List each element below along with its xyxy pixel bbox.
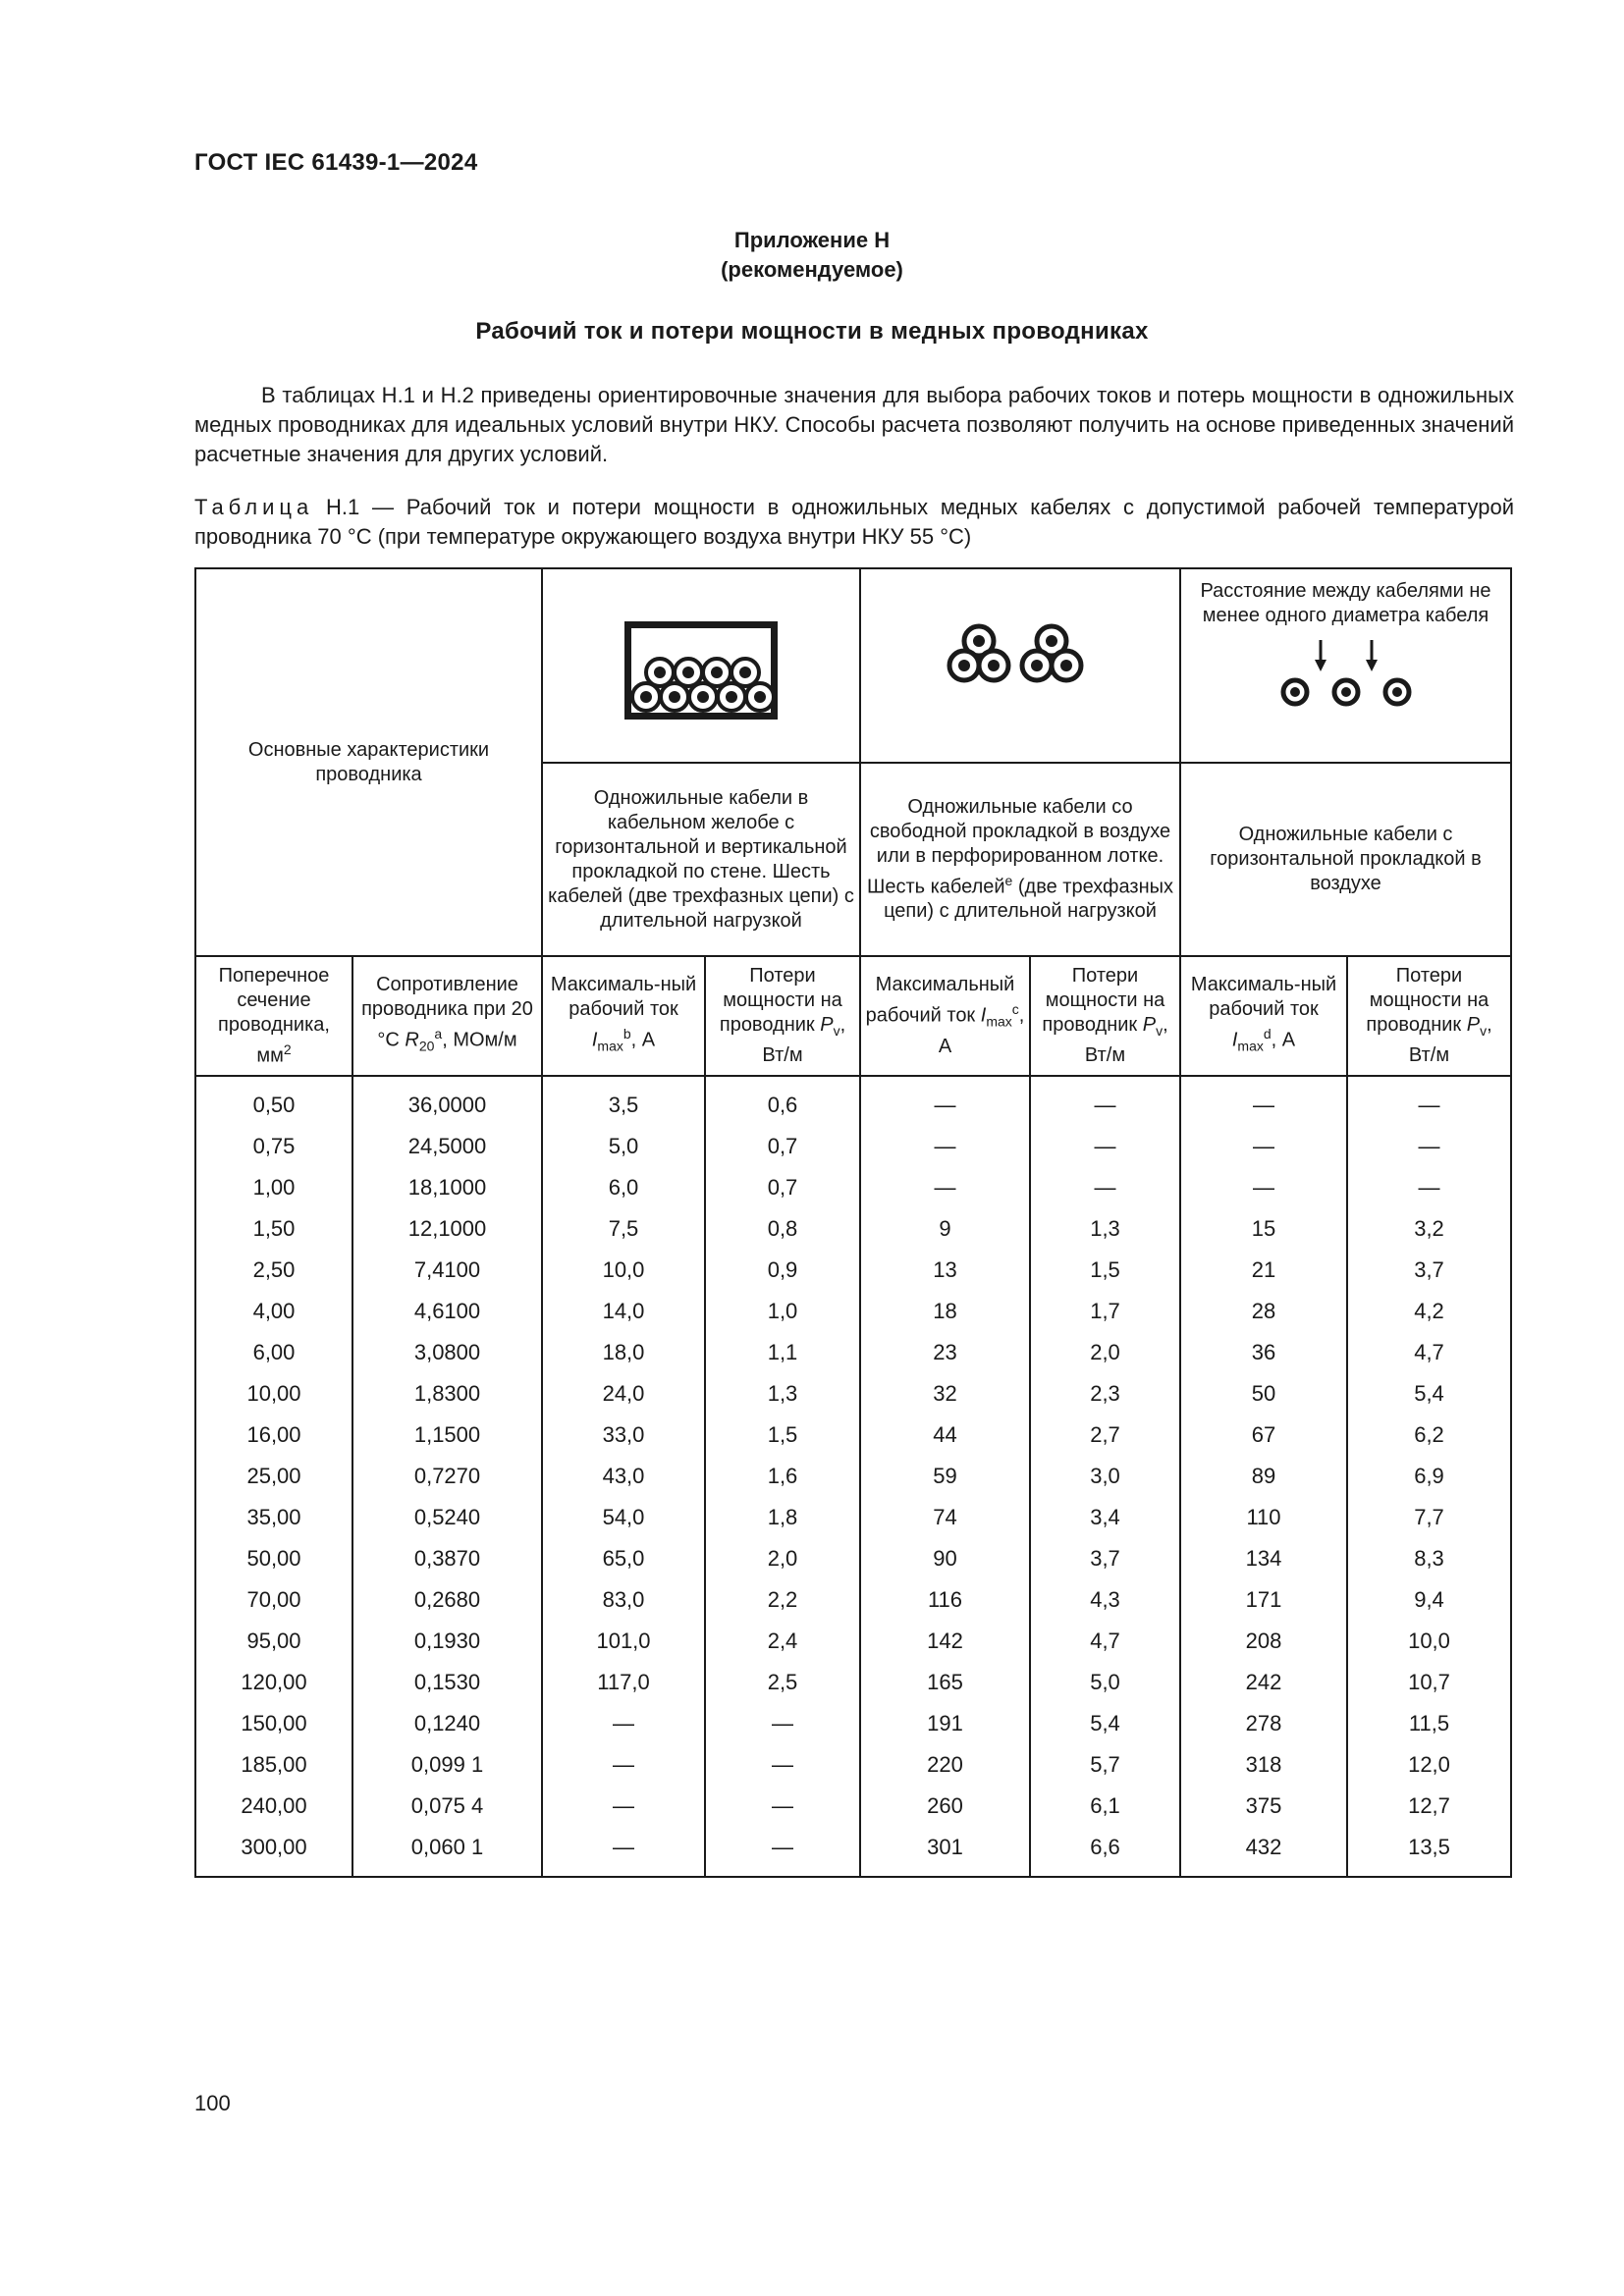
cell: —: [1180, 1126, 1347, 1167]
cell: 54,0: [542, 1497, 705, 1538]
footnote-e: e: [1004, 872, 1013, 888]
cell: 90: [860, 1538, 1030, 1579]
cell: 5,4: [1030, 1703, 1180, 1744]
cell: 7,4100: [352, 1250, 542, 1291]
cell: 171: [1180, 1579, 1347, 1621]
cell: 116: [860, 1579, 1030, 1621]
table-row: [195, 1291, 1511, 1332]
cell: 278: [1180, 1703, 1347, 1744]
hdr-imaxc-t1: Максимальный рабочий ток: [865, 974, 1015, 1027]
cell: 6,9: [1347, 1456, 1511, 1497]
cell: 2,2: [705, 1579, 860, 1621]
table-row: [195, 1415, 1511, 1456]
cell: 44: [860, 1415, 1030, 1456]
hdr-imaxb-t2: , А: [630, 1029, 656, 1051]
table-row: [195, 1827, 1511, 1877]
cell: 28: [1180, 1291, 1347, 1332]
cell: —: [542, 1827, 705, 1877]
hdr-res-sym: R: [405, 1029, 419, 1051]
table-row: [195, 1167, 1511, 1208]
cell: 10,0: [1347, 1621, 1511, 1662]
cell: 0,75: [195, 1126, 352, 1167]
cell: —: [705, 1827, 860, 1877]
hdr-imaxb-sym: I: [591, 1029, 598, 1051]
cell: 1,5: [705, 1415, 860, 1456]
table-caption-prefix: Таблица: [194, 495, 314, 519]
cell: 50: [1180, 1373, 1347, 1415]
section-title: Рабочий ток и потери мощности в медных проводниках: [475, 318, 1149, 345]
cell: 24,0: [542, 1373, 705, 1415]
cell: 6,6: [1030, 1827, 1180, 1877]
hdr-imaxb-sup: b: [623, 1026, 631, 1042]
spaced-cables-cell: [1180, 568, 1511, 763]
hdr-res-sub: 20: [418, 1038, 435, 1054]
cell: 0,1930: [352, 1621, 542, 1662]
cell: 10,00: [195, 1373, 352, 1415]
hdr-cross-text: Поперечное сечение проводника, мм: [218, 964, 330, 1067]
cell: —: [705, 1703, 860, 1744]
cell: 6,1: [1030, 1786, 1180, 1827]
cell: 74: [860, 1497, 1030, 1538]
table-row: [195, 1373, 1511, 1415]
cell: 300,00: [195, 1827, 352, 1877]
cell: —: [1030, 1167, 1180, 1208]
cell: 5,4: [1347, 1373, 1511, 1415]
cell: 0,2680: [352, 1579, 542, 1621]
cell: 318: [1180, 1744, 1347, 1786]
cell: 12,0: [1347, 1744, 1511, 1786]
hdr-imaxc-t2: , А: [938, 1004, 1025, 1057]
cell: —: [705, 1744, 860, 1786]
cell: 11,5: [1347, 1703, 1511, 1744]
cell: 3,7: [1030, 1538, 1180, 1579]
intro-paragraph: В таблицах Н.1 и Н.2 приведены ориентировочные значения для выбора рабочих токов и потерь мощности в одножильных медных проводниках для идеальных условий внутри НКУ. Способы расчета позволяют получить на основе приведенных значений расчетные значения для других условий.: [194, 383, 1514, 466]
free-air-text-2: (две трехфазных цепи) с длительной нагрузкой: [884, 876, 1173, 923]
cell: 18,0: [542, 1332, 705, 1373]
table-row: [195, 1332, 1511, 1373]
cell: 21: [1180, 1250, 1347, 1291]
cell: 0,3870: [352, 1538, 542, 1579]
hdr-pv1-sym: P: [820, 1014, 834, 1036]
cell: 3,7: [1347, 1250, 1511, 1291]
table-body: [195, 1076, 1511, 1877]
cell: 10,0: [542, 1250, 705, 1291]
current-loss-table: [194, 567, 1512, 1878]
cell: 25,00: [195, 1456, 352, 1497]
cell: 142: [860, 1621, 1030, 1662]
cable-spacing-note: Расстояние между кабелями не менее одного диаметра кабеля: [1200, 580, 1491, 626]
annex-label: Приложение Н: [733, 228, 891, 252]
cell: 2,3: [1030, 1373, 1180, 1415]
spaced-cables-icon: [1248, 628, 1444, 717]
cell: 2,7: [1030, 1415, 1180, 1456]
hdr-pv1-t1: Потери мощности на проводник: [719, 965, 842, 1036]
cell: 301: [860, 1827, 1030, 1877]
cell: 0,1240: [352, 1703, 542, 1744]
cell: 3,4: [1030, 1497, 1180, 1538]
hdr-pv3-sub: v: [1480, 1023, 1488, 1039]
cell: 4,2: [1347, 1291, 1511, 1332]
cell: 24,5000: [352, 1126, 542, 1167]
cell: 117,0: [542, 1662, 705, 1703]
cell: —: [1180, 1167, 1347, 1208]
table-row: [195, 1786, 1511, 1827]
table-row: [195, 1456, 1511, 1497]
hdr-pv3-sym: P: [1466, 1014, 1481, 1036]
table-row: [195, 1662, 1511, 1703]
cell: 67: [1180, 1415, 1347, 1456]
cell: 10,7: [1347, 1662, 1511, 1703]
table-row: [195, 1076, 1511, 1126]
cell: —: [1347, 1076, 1511, 1126]
header-imax-c: [860, 956, 1030, 1076]
header-imax-d: [1180, 956, 1347, 1076]
hdr-imaxc-sym: I: [980, 1004, 987, 1027]
cell: 1,50: [195, 1208, 352, 1250]
cell: 4,7: [1030, 1621, 1180, 1662]
cell: 5,7: [1030, 1744, 1180, 1786]
cell: 1,6: [705, 1456, 860, 1497]
cell: —: [705, 1786, 860, 1827]
cell: 2,0: [705, 1538, 860, 1579]
cell: 1,8: [705, 1497, 860, 1538]
cell: 0,7: [705, 1126, 860, 1167]
document-code: ГОСТ IEC 61439-1—2024: [194, 149, 478, 176]
cell: 1,5: [1030, 1250, 1180, 1291]
cell: 35,00: [195, 1497, 352, 1538]
cell: 0,5240: [352, 1497, 542, 1538]
hdr-imaxd-t1: Максималь-ный рабочий ток: [1190, 974, 1337, 1021]
cell: 0,1530: [352, 1662, 542, 1703]
cell: —: [542, 1786, 705, 1827]
cell: 36: [1180, 1332, 1347, 1373]
cell: 260: [860, 1786, 1030, 1827]
cell: 0,50: [195, 1076, 352, 1126]
free-air-text: Одножильные кабели со свободной прокладкой в воздухе или в перфорированном лотке. Шесть кабелей: [866, 795, 1171, 898]
cell: 14,0: [542, 1291, 705, 1332]
hdr-pv3-t2: , Вт/м: [1408, 1014, 1492, 1066]
cell: —: [1347, 1167, 1511, 1208]
cell: 1,3: [705, 1373, 860, 1415]
cell: 1,0: [705, 1291, 860, 1332]
hdr-cross-sup: 2: [283, 1041, 292, 1057]
cell: 1,8300: [352, 1373, 542, 1415]
cell: 13,5: [1347, 1827, 1511, 1877]
page-number: 100: [194, 2091, 231, 2115]
cell: 33,0: [542, 1415, 705, 1456]
cell: 0,9: [705, 1250, 860, 1291]
cell: 18: [860, 1291, 1030, 1332]
cell: 2,0: [1030, 1332, 1180, 1373]
hdr-pv1-sub: v: [833, 1023, 840, 1039]
cell: 8,3: [1347, 1538, 1511, 1579]
cell: 65,0: [542, 1538, 705, 1579]
hdr-pv1-t2: , Вт/м: [762, 1014, 846, 1066]
cell: 191: [860, 1703, 1030, 1744]
cell: —: [1180, 1076, 1347, 1126]
cell: 83,0: [542, 1579, 705, 1621]
cell: 6,0: [542, 1167, 705, 1208]
hdr-res-t2: , МОм/м: [442, 1029, 517, 1051]
cell: 0,8: [705, 1208, 860, 1250]
header-pv-1: [705, 956, 860, 1076]
cell: —: [542, 1703, 705, 1744]
cell: 220: [860, 1744, 1030, 1786]
cell: 12,7: [1347, 1786, 1511, 1827]
table-row: [195, 1250, 1511, 1291]
cell: 2,5: [705, 1662, 860, 1703]
hdr-imaxb-t1: Максималь-ный рабочий ток: [550, 974, 697, 1021]
cell: 0,075 4: [352, 1786, 542, 1827]
tray-method-description: Одножильные кабели в кабельном желобе с горизонтальной и вертикальной прокладкой по стене. Шесть кабелей (две трехфазных цепи) с длительной нагрузкой: [542, 763, 860, 956]
header-cross-section: [195, 956, 352, 1076]
cell: 0,060 1: [352, 1827, 542, 1877]
table-row: [195, 1538, 1511, 1579]
cell: 3,5: [542, 1076, 705, 1126]
cell: 2,4: [705, 1621, 860, 1662]
cell: 13: [860, 1250, 1030, 1291]
hdr-imaxc-sub: max: [986, 1013, 1012, 1030]
cell: 240,00: [195, 1786, 352, 1827]
hdr-res-t1: Сопротивление проводника при 20 °С: [361, 974, 533, 1051]
cell: 18,1000: [352, 1167, 542, 1208]
cell: 2,50: [195, 1250, 352, 1291]
cell: 9,4: [1347, 1579, 1511, 1621]
header-resistance: [352, 956, 542, 1076]
hdr-imaxc-sup: c: [1011, 1001, 1019, 1018]
cell: —: [1030, 1126, 1180, 1167]
trefoil-cables-cell: [860, 568, 1180, 763]
cell: 150,00: [195, 1703, 352, 1744]
cell: 5,0: [1030, 1662, 1180, 1703]
cell: 3,0800: [352, 1332, 542, 1373]
table-caption: [194, 493, 1514, 552]
table-caption-text: Н.1 — Рабочий ток и потери мощности в одножильных медных кабелях с допустимой рабочей температурой проводника 70 °С (при температуре окружающего воздуха внутри НКУ 55 °С): [194, 495, 1514, 549]
cell: —: [860, 1076, 1030, 1126]
cell: 4,3: [1030, 1579, 1180, 1621]
cell: 43,0: [542, 1456, 705, 1497]
cell: 7,5: [542, 1208, 705, 1250]
table-row: [195, 1579, 1511, 1621]
cell: 36,0000: [352, 1076, 542, 1126]
cell: 1,3: [1030, 1208, 1180, 1250]
cell: —: [542, 1744, 705, 1786]
cell: —: [1347, 1126, 1511, 1167]
cell: 23: [860, 1332, 1030, 1373]
cell: 5,0: [542, 1126, 705, 1167]
cell: 0,7270: [352, 1456, 542, 1497]
trefoil-cables-icon: [922, 594, 1118, 731]
header-pv-3: [1347, 956, 1511, 1076]
hdr-imaxd-sub: max: [1237, 1038, 1264, 1054]
cell: 4,6100: [352, 1291, 542, 1332]
cell: 15: [1180, 1208, 1347, 1250]
hdr-imaxd-sup: d: [1263, 1026, 1272, 1042]
cell: 3,2: [1347, 1208, 1511, 1250]
cell: —: [1030, 1076, 1180, 1126]
main-characteristics-header: Основные характеристики проводника: [195, 568, 542, 956]
horizontal-method-description: Одножильные кабели с горизонтальной прокладкой в воздухе: [1180, 763, 1511, 956]
cell: 3,0: [1030, 1456, 1180, 1497]
cell: 70,00: [195, 1579, 352, 1621]
hdr-pv3-t1: Потери мощности на проводник: [1366, 965, 1489, 1036]
cell: 208: [1180, 1621, 1347, 1662]
annex-status: (рекомендуемое): [721, 257, 903, 282]
hdr-pv2-sub: v: [1156, 1023, 1164, 1039]
hdr-imaxd-sym: I: [1231, 1029, 1238, 1051]
cell: 1,7: [1030, 1291, 1180, 1332]
table-row: [195, 1126, 1511, 1167]
hdr-pv2-t1: Потери мощности на проводник: [1042, 965, 1165, 1036]
cell: 0,7: [705, 1167, 860, 1208]
cell: 101,0: [542, 1621, 705, 1662]
cell: 185,00: [195, 1744, 352, 1786]
cable-tray-icon: [603, 594, 799, 731]
cell: 0,6: [705, 1076, 860, 1126]
cell: 134: [1180, 1538, 1347, 1579]
hdr-imaxd-t2: , А: [1271, 1029, 1296, 1051]
cell: 120,00: [195, 1662, 352, 1703]
header-imax-b: [542, 956, 705, 1076]
hdr-res-sup: a: [434, 1026, 443, 1042]
hdr-imaxb-sub: max: [597, 1038, 623, 1054]
cell: 95,00: [195, 1621, 352, 1662]
free-air-method-description: [860, 763, 1180, 956]
cell: 242: [1180, 1662, 1347, 1703]
header-pv-2: [1030, 956, 1180, 1076]
cell: 16,00: [195, 1415, 352, 1456]
cell: —: [860, 1167, 1030, 1208]
cell: 50,00: [195, 1538, 352, 1579]
cell: 12,1000: [352, 1208, 542, 1250]
cell: 6,2: [1347, 1415, 1511, 1456]
cell: 6,00: [195, 1332, 352, 1373]
cell: 59: [860, 1456, 1030, 1497]
table-row: [195, 1621, 1511, 1662]
annex-title: [0, 226, 1624, 285]
cell: 165: [860, 1662, 1030, 1703]
cell: 1,00: [195, 1167, 352, 1208]
cell: 4,00: [195, 1291, 352, 1332]
cable-tray-cell: [542, 568, 860, 763]
cell: 9: [860, 1208, 1030, 1250]
cell: 89: [1180, 1456, 1347, 1497]
table-row: [195, 1208, 1511, 1250]
cell: 432: [1180, 1827, 1347, 1877]
table-row: [195, 1744, 1511, 1786]
cell: 110: [1180, 1497, 1347, 1538]
hdr-pv2-t2: , Вт/м: [1084, 1014, 1168, 1066]
cell: 32: [860, 1373, 1030, 1415]
cell: 375: [1180, 1786, 1347, 1827]
cell: 4,7: [1347, 1332, 1511, 1373]
cell: —: [860, 1126, 1030, 1167]
cell: 1,1500: [352, 1415, 542, 1456]
table-row: [195, 1497, 1511, 1538]
table-row: [195, 1703, 1511, 1744]
cell: 7,7: [1347, 1497, 1511, 1538]
cell: 0,099 1: [352, 1744, 542, 1786]
hdr-pv2-sym: P: [1142, 1014, 1157, 1036]
cell: 1,1: [705, 1332, 860, 1373]
